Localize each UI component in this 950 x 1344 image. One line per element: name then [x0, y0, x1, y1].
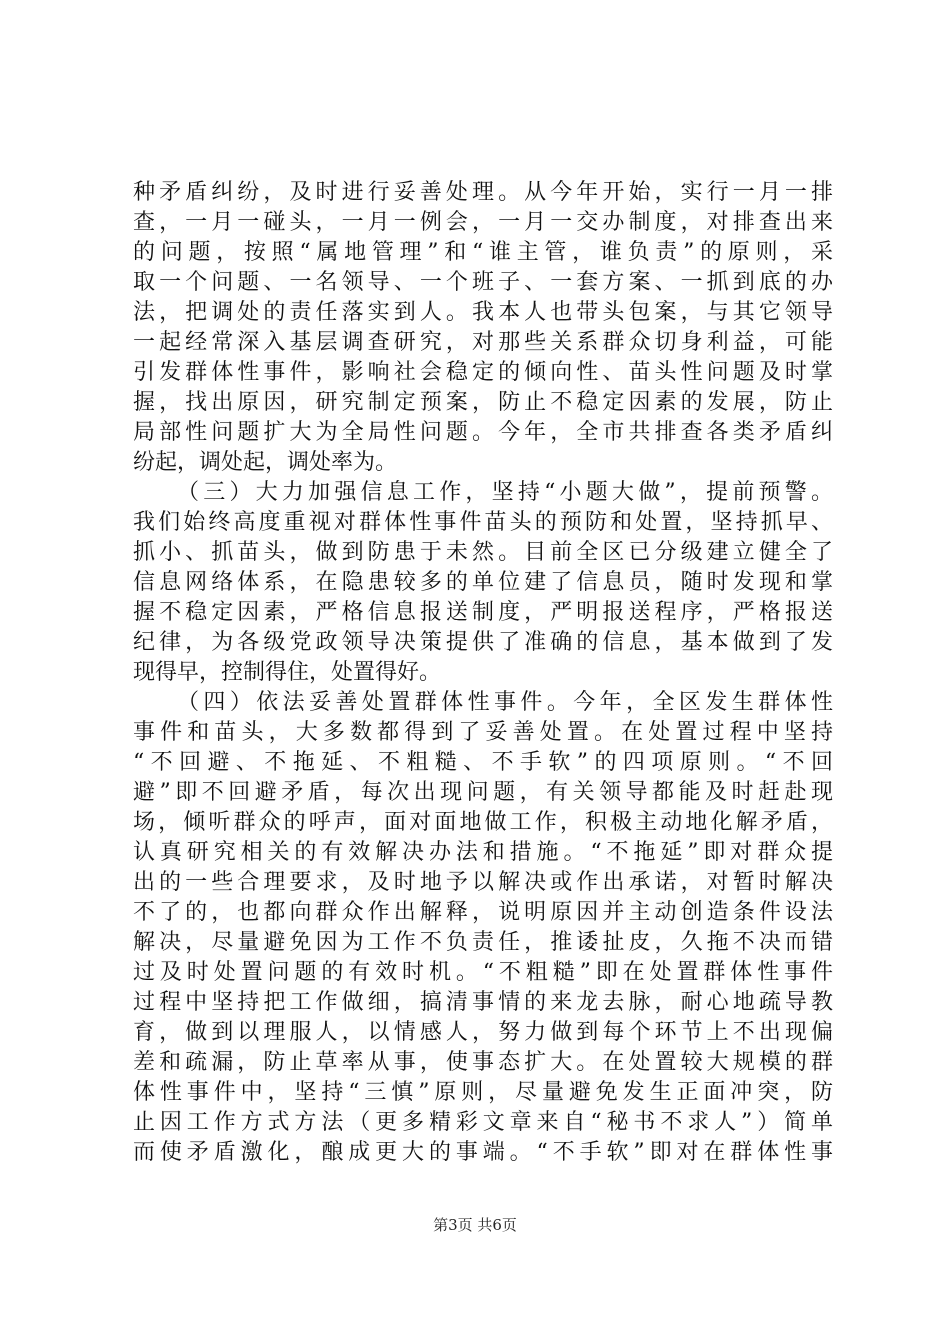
- text-line: 现得早，控制得住，处置得好。: [133, 660, 442, 685]
- text-line: 出的一些合理要求，及时地予以解决或作出承诺，对暂时解决: [133, 870, 833, 895]
- text-line: 不了的，也都向群众作出解释，说明原因并主动创造条件设法: [133, 900, 833, 925]
- text-line: 一起经常深入基层调查研究，对那些关系群众切身利益，可能: [133, 330, 833, 355]
- text-line: 事件和苗头，大多数都得到了妥善处置。在处置过程中坚持: [133, 720, 833, 745]
- text-line: 解决，尽量避免因为工作不负责任，推诿扯皮，久拖不决而错: [133, 930, 833, 955]
- text-line: 的问题，按照“属地管理”和“谁主管，谁负责”的原则，采: [133, 240, 833, 265]
- text-line: 局部性问题扩大为全局性问题。今年，全市共排查各类矛盾纠: [133, 420, 833, 445]
- text-line: 信息网络体系，在隐患较多的单位建了信息员，随时发现和掌: [133, 570, 833, 595]
- text-line: 法，把调处的责任落实到人。我本人也带头包案，与其它领导: [133, 300, 833, 325]
- text-line: 差和疏漏，防止草率从事，使事态扩大。在处置较大规模的群: [133, 1050, 833, 1075]
- text-line: 过及时处置问题的有效时机。“不粗糙”即在处置群体性事件: [133, 960, 833, 985]
- text-line: 种矛盾纠纷，及时进行妥善处理。从今年开始，实行一月一排: [133, 180, 833, 205]
- text-line: 握不稳定因素，严格信息报送制度，严明报送程序，严格报送: [133, 600, 833, 625]
- text-line: “不回避、不拖延、不粗糙、不手软”的四项原则。“不回: [133, 750, 833, 775]
- text-line: 引发群体性事件，影响社会稳定的倾向性、苗头性问题及时掌: [133, 360, 833, 385]
- text-line: 握，找出原因，研究制定预案，防止不稳定因素的发展，防止: [133, 390, 833, 415]
- page-footer: 第3页 共6页: [433, 1216, 517, 1234]
- text-line: 认真研究相关的有效解决办法和措施。“不拖延”即对群众提: [133, 840, 833, 865]
- text-line: 体性事件中，坚持“三慎”原则，尽量避免发生正面冲突，防: [133, 1080, 833, 1105]
- text-line: 查，一月一碰头，一月一例会，一月一交办制度，对排查出来: [133, 210, 833, 235]
- text-line: 取一个问题、一名领导、一个班子、一套方案、一抓到底的办: [133, 270, 833, 295]
- text-line: 场，倾听群众的呼声，面对面地做工作，积极主动地化解矛盾，: [133, 810, 833, 835]
- text-line: 纷起，调处起，调处率为。: [133, 450, 398, 475]
- text-line: 抓小、抓苗头，做到防患于未然。目前全区已分级建立健全了: [133, 540, 833, 565]
- text-line: （三）大力加强信息工作，坚持“小题大做”，提前预警。: [177, 480, 833, 505]
- document-body: [133, 178, 833, 1168]
- text-line: 避”即不回避矛盾，每次出现问题，有关领导都能及时赶赴现: [133, 780, 833, 805]
- text-line: （四）依法妥善处置群体性事件。今年，全区发生群体性: [177, 690, 833, 715]
- text-line: 而使矛盾激化，酿成更大的事端。“不手软”即对在群体性事: [133, 1140, 833, 1165]
- text-line: 纪律，为各级党政领导决策提供了准确的信息，基本做到了发: [133, 630, 833, 655]
- text-line: 止因工作方式方法（更多精彩文章来自“秘书不求人”）简单: [133, 1110, 833, 1135]
- text-line: 我们始终高度重视对群体性事件苗头的预防和处置，坚持抓早、: [133, 510, 833, 535]
- text-line: 育，做到以理服人，以情感人，努力做到每个环节上不出现偏: [133, 1020, 833, 1045]
- text-line: 过程中坚持把工作做细，搞清事情的来龙去脉，耐心地疏导教: [133, 990, 833, 1015]
